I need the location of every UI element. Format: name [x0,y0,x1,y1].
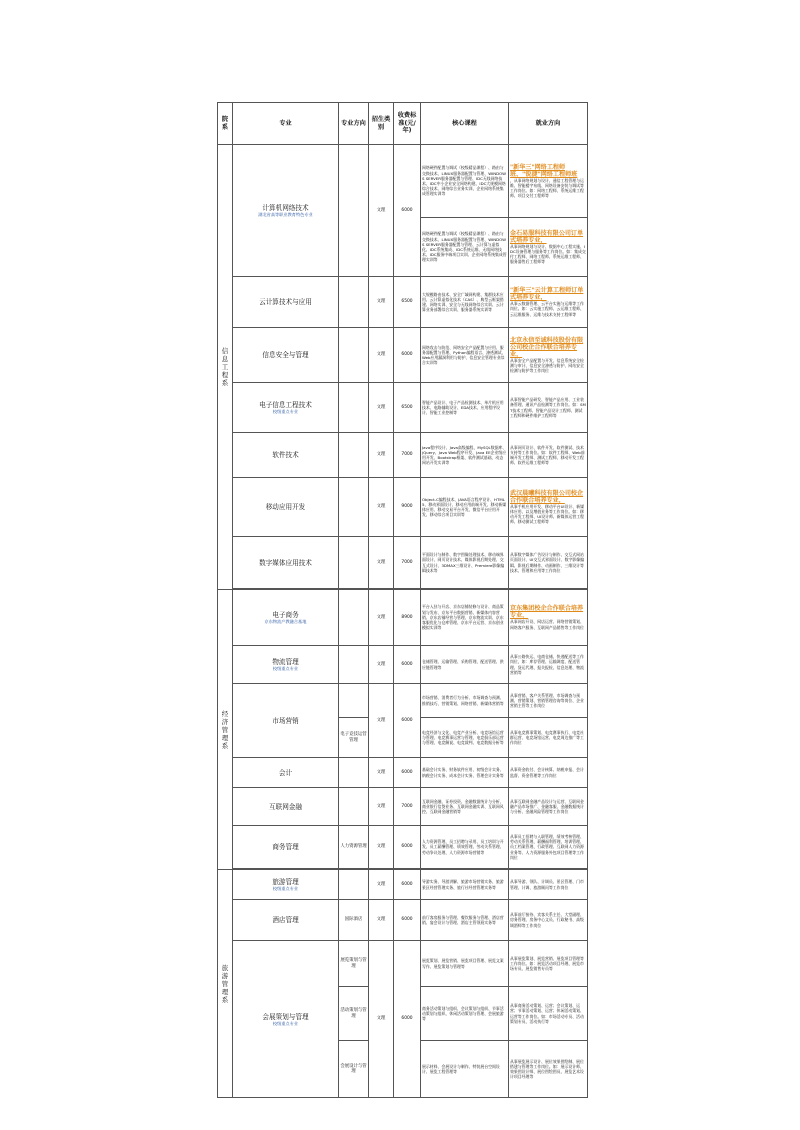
job-highlight: "新华三"云计算工程师订单式培养专业， [510,287,584,302]
courses-cell: 人力资源管理、员工招聘与录用、员工培训与开发、员工薪酬管理、绩效管理、劳动关系管理、劳动争议处理、人力资源市场营销等 [421,826,509,869]
major-tag: 校级重点专业 [272,666,299,671]
category-cell: 文理 [369,277,394,328]
table-row [218,433,588,478]
courses-cell: 展示材料、会展设计与制作、特装展台空间设计、展览工程管理等 [421,1041,509,1098]
category-cell: 文理 [369,145,394,277]
courses-cell: Object-C编程技术、JAVA语言程序设计、HTML5、移动界面设计、移动应用前端开发、移动新媒体应用、移动交易平台开发、微信平台应用开发、移动综合项目实训等 [421,478,509,537]
direction-cell [339,328,369,383]
table-row [218,900,588,941]
dept-cell [218,590,233,870]
job-text: 从事手机应用开发、移动平台UI设计、新媒体应用、以及增值业务等工作岗位。如：移动开发工程师、UI设计师、新媒体运营工程师、移动测试工程师等 [510,503,585,525]
job-highlight: 京东集团校企合作联合培养专业， [510,605,584,620]
table-header-row [218,103,588,145]
major-cell: 酒店管理 [233,900,339,941]
table-row [218,684,588,718]
direction-cell: 国际酒店 [339,900,369,941]
courses-cell: 市场营销、消费者行为分析、市场调查与预测、推销技巧、营销策划、网络营销、新媒体营销等 [421,684,509,718]
major-cell: 商务管理 [233,826,339,869]
job-highlight: 武汉晨曦科技有限公司校企合作联合培养专业， [510,489,584,504]
major-cell: 软件技术 [233,433,339,478]
job-text: 从事云数据管理、云平台实施与运维等工作岗位。如：云实施工程师、云运维工程师、云运维服务、运维与技术支持工程师等 [510,301,584,317]
major-cell: 市场营销 [233,684,339,758]
table-row [218,941,588,987]
jobs-cell: 从事营销、客户关系管理、市场调查与预测、营销策划、营销管理咨询等岗位、企业营销主管等工作岗位 [509,684,588,718]
major-tag: 校级重点专业 [272,1020,299,1026]
job-highlight: "新华三"网络工程师班、"锐捷"网络工程师班 [510,163,578,178]
category-cell: 文理 [369,900,394,941]
major-cell [233,941,339,1098]
direction-cell [339,383,369,433]
courses-cell: 导游实务、导游讲解、旅游市场营销实务、旅游景区经营管理实务、旅行社经营管理实务等 [421,870,509,900]
header-direction: 专业方向 [339,103,369,145]
major-name: 计算机网络技术 [262,204,309,212]
header-major: 专业 [233,103,339,145]
fee-cell: 6500 [394,383,421,433]
direction-cell: 人力资源管理 [339,826,369,869]
category-cell: 文理 [369,788,394,826]
table-row [218,145,588,218]
fee-cell: 6000 [394,941,421,1098]
courses-cell: 平面设计与制作、数字图像处理技术、移动端界面设计、网页设计技术、媒体影视后期处理、交互式设计、3DMAX三维设计、Premiere影像编辑技术等 [421,537,509,589]
courses-cell: 网络硬件配置与调试（校级精品课程）、路由与交换技术、LINUX服务器配置与管理、WINDOWS SERVER服务器配置与管理、IDC无线网络技术、IDC中小企业安全网络构建、IDC大规模网络综合技术、网络综合业务实训、企业网络系统集成管理实训等 [421,145,509,218]
direction-cell: 会展设计与管理 [339,1041,369,1098]
courses-cell: 前厅客房服务与管理、餐饮服务与管理、酒店营销、宴会设计与管理、酒店主管领班实务等 [421,900,509,941]
job-text: 从事网络规划与设计、数据中心工程实施、IDC设备管理与服务等工作岗位。如：集成交付工程师、网络工程师、系统运维工程师、服务器售后工程师等 [510,243,586,265]
fee-cell: 9000 [394,478,421,537]
major-name: 会展策划与管理 [262,1012,309,1021]
header-fee: 收费标准(元/年) [394,103,421,145]
major-cell: 数字媒体应用技术 [233,537,339,589]
table-row [218,478,588,537]
courses-cell: 平台入驻与开店、京东店铺装修与设计、商品策划与发布、京东平台数据营销、新媒体内容营销、京东店铺经营与管理、京东物流实训、京东客服优化与仓库管理、京东平台运营、京东创业模拟实训等 [421,590,509,646]
job-text: ，从事网络规划与设计、通信工程管理与运维、智能楼宇布线、网络设备安装与调试等工作岗位。如：网络工程师、系统运维工程师、项目交付工程师等 [510,177,584,199]
table-row [218,383,588,433]
fee-cell: 7000 [394,788,421,826]
courses-cell: 大规模路由技术、安全广域网构建、集群技术应用、云计算虚拟化技术（CAS）、典型云框架搭建、网络实训、安全与无线网络综合实训、云计算业务部署综合实训、服务器系统实训等 [421,277,509,328]
direction-cell [339,870,369,900]
direction-cell [339,433,369,478]
header-dept: 院系 [218,103,233,145]
fee-cell: 6000 [394,758,421,788]
job-highlight: 金石易服科技有限公司订单式培养专业， [510,229,584,244]
direction-cell [339,646,369,684]
direction-cell [339,537,369,589]
fee-cell: 6000 [394,900,421,941]
category-cell: 文理 [369,646,394,684]
courses-cell: 网络攻击与防范、网络安全产品配置与应用、服务器配置与管理、Python编程语言、渗透测试、Web应用漏洞利用与防护、信息安全管理专业综合实训等 [421,328,509,383]
table-row [218,826,588,869]
courses-cell: 展览策划、展览营销、展览项目管理、展览文案写作、展览策划与管理等 [421,941,509,987]
fee-cell: 6000 [394,145,421,277]
jobs-cell: 从事前厅接待、宾客关系主任、大堂副理、房务管理、房务中心文员、行政秘书、高级调酒师等工作岗位 [509,900,588,941]
table-row [218,758,588,788]
major-cell [233,383,339,433]
major-name: 旅游管理 [272,878,299,886]
major-name: 物流管理 [272,658,299,666]
jobs-cell: 从事展览策划、展览营销、展览项目管理等工作岗位。如：展览活动项目经理、展览市场专员、展览销售专员等 [509,941,588,987]
program-table [217,102,588,1098]
jobs-cell: 从事展览展示设计、展位效果图绘制、展位搭建与管理等工作岗位。如：展示设计师、效果图设计师、展位图绘图员、展览艺术设计项目经理等 [509,1041,588,1098]
direction-cell [339,684,369,718]
fee-cell: 6000 [394,328,421,383]
fee-cell: 6000 [394,646,421,684]
jobs-cell: 从事互联网金融产品设计与运营、互联网金融产品市场推广、金融客服、金融数据统计与分析、金融风险管理等工作岗位 [509,788,588,826]
jobs-cell: 从事资金收付、会计核算、纳税申报、会计监督、资金管理等工作岗位 [509,758,588,788]
fee-cell: 6500 [394,277,421,328]
major-cell [233,145,339,277]
table-row [218,537,588,589]
job-highlight: 北京永信至诚科技股份有限公司校企合作联合培养专业， [510,336,584,358]
direction-cell [339,478,369,537]
table-row [218,788,588,826]
major-cell: 互联网金融 [233,788,339,826]
jobs-cell [509,277,588,328]
jobs-cell: 从事网页设计、软件开发、软件测试、技术支持等工作岗位。如：软件工程师、Web前端开发工程师、测试工程师、移动开发工程师、软件运维工程师等 [509,433,588,478]
major-name: 电子信息工程技术 [259,401,312,409]
category-cell: 文理 [369,537,394,589]
category-cell: 文理 [369,383,394,433]
direction-cell: 活动策划与管理 [339,987,369,1041]
fee-cell: 6000 [394,826,421,869]
major-name: 电子商务 [272,611,299,619]
job-text: 从事网店开设、网店运营、网络营销策划、网络客户服务、互联网产品销售等工作岗位 [510,619,584,630]
jobs-cell: 从事智能产品研发、智能产品应用、工业装备管理、通讯产品检测等工作岗位。如：SMT技术工程师、智能产品设计工程师、测试工程师和硬件维护工程师等 [509,383,588,433]
courses-cell: Java程序设计、Java高级编程、MySQL数据库、jQuery、Java Web程序开发、Java EE企业级应用开发、Bootstrap框架、软件测试基础、动态网站开发实训等 [421,433,509,478]
courses-cell: 互联网金融、证券投资、金融数据统计与分析、商业银行信贷业务、互联网金融实训、互联网风控、互联网金融营销等 [421,788,509,826]
jobs-cell: 从事数字媒体广告设计与制作、交互式网站页面设计、UI交互式界面设计、数字影像编辑、影视后期制作、动画制作、三维设计等技术、管理和应用等工作岗位 [509,537,588,589]
courses-cell: 电竞经济与文化、电竞产业分析、电竞场馆运营与管理、电竞赛事运营与管理、电竞俱乐部运营与管理、电竞解说、电竞裁判、电竞数据分析等 [421,718,509,758]
fee-cell: 6000 [394,870,421,900]
major-tag: 校级重点专业 [272,409,299,414]
major-cell: 信息安全与管理 [233,328,339,383]
category-cell: 文理 [369,758,394,788]
major-cell [233,590,339,646]
header-courses: 核心课程 [421,103,509,145]
major-tag: 京东物流产教融合基地 [264,619,307,624]
major-cell: 移动应用开发 [233,478,339,537]
dept-cell [218,145,233,590]
courses-cell: 网络硬件配置与调试（校级精品课程）、路由与交换技术、LINUX服务器配置与管理、WINDOWS SERVER服务器配置与管理、云计算与虚拟化、IDC系统集成、IDC系统运维、无线网络技术、IDC服务中端项目实训、企业网络系统集成管理实训等 [421,218,509,277]
fee-cell: 7000 [394,433,421,478]
table-row [218,646,588,684]
jobs-cell: 从事导游、领队、计调员、景区管理、门市管理、计调、旅游顾问等工作岗位 [509,870,588,900]
courses-cell: 商务活动策划与组织、会议策划与组织、节事活动策划与组织、休闲活动策划与管理、会展旅游等 [421,987,509,1041]
category-cell: 文理 [369,478,394,537]
category-cell: 文理 [369,433,394,478]
major-cell [233,870,339,900]
header-jobs: 就业方向 [509,103,588,145]
header-category: 招生类别 [369,103,394,145]
jobs-cell [509,590,588,646]
courses-cell: 基础会计实务、财务软件应用、初级会计实务、纳税会计实务、成本会计实务、管理会计实务等 [421,758,509,788]
job-text: 从事安全产品配置与开发、信息系统安全检测与审计、信息安全渗透与防护、网站安全检测与防护等工作岗位 [510,357,584,374]
dept-cell [218,870,233,1098]
courses-cell: 仓储管理、运输管理、采购管理、配送管理、供应链管理等 [421,646,509,684]
major-cell: 会计 [233,758,339,788]
jobs-cell: 从事公路快运、电商仓储、快递配送等工作岗位，如：库存管理、运输调度、配送管理、货运代理、报关报检、信息处理、物流营销等 [509,646,588,684]
table-row [218,870,588,900]
major-cell [233,646,339,684]
major-tag: 校级重点专业 [272,886,299,891]
category-cell: 文理 [369,684,394,758]
direction-cell [339,788,369,826]
major-cell: 云计算技术与应用 [233,277,339,328]
table-row [218,590,588,646]
jobs-cell: 从事商务活动策划、运营；会议策划、运营；节事活动策划、运营；休闲活动策划、运营等工作岗位。如：市场活动专员、活动策划专员、活动执行等 [509,987,588,1041]
direction-cell: 展览策划与管理 [339,941,369,987]
jobs-cell [509,478,588,537]
jobs-cell [509,145,588,218]
category-cell: 文理 [369,328,394,383]
fee-cell: 8900 [394,590,421,646]
direction-cell [339,590,369,646]
fee-cell: 7000 [394,537,421,589]
jobs-cell: 从事电竞赛事策划、电竞赛事执行、电竞社群运营、电竞场馆运营、电竞周边推广等工作岗位 [509,718,588,758]
table-row [218,328,588,383]
direction-cell [339,277,369,328]
dept-name: 旅游管理系 [221,963,229,1004]
category-cell: 文理 [369,870,394,900]
dept-name: 信息工程系 [221,347,229,387]
jobs-cell [509,328,588,383]
category-cell: 文理 [369,941,394,1098]
category-cell: 文理 [369,590,394,646]
direction-cell [339,145,369,277]
table-row [218,277,588,328]
direction-cell [339,758,369,788]
jobs-cell [509,218,588,277]
courses-cell: 智能产品设计、电子产品检测技术、单片机应用技术、电路辅助设计、EDA技术、应用程序设计、智能工业控制等 [421,383,509,433]
category-cell: 文理 [369,826,394,869]
major-tag: 湖北省高等职业教育特色专业 [258,212,313,217]
fee-cell: 6000 [394,684,421,758]
jobs-cell: 从事员工招聘与入职管理、绩效考核管理、劳动关系管理、薪酬福利管理、培训管理、员工档案管理、行政管理、互联网人力资源业务等、人力资源服务外包项目管理等工作岗位 [509,826,588,869]
direction-cell: 电子竞技运营管理 [339,718,369,758]
dept-name: 经济管理系 [221,709,229,750]
